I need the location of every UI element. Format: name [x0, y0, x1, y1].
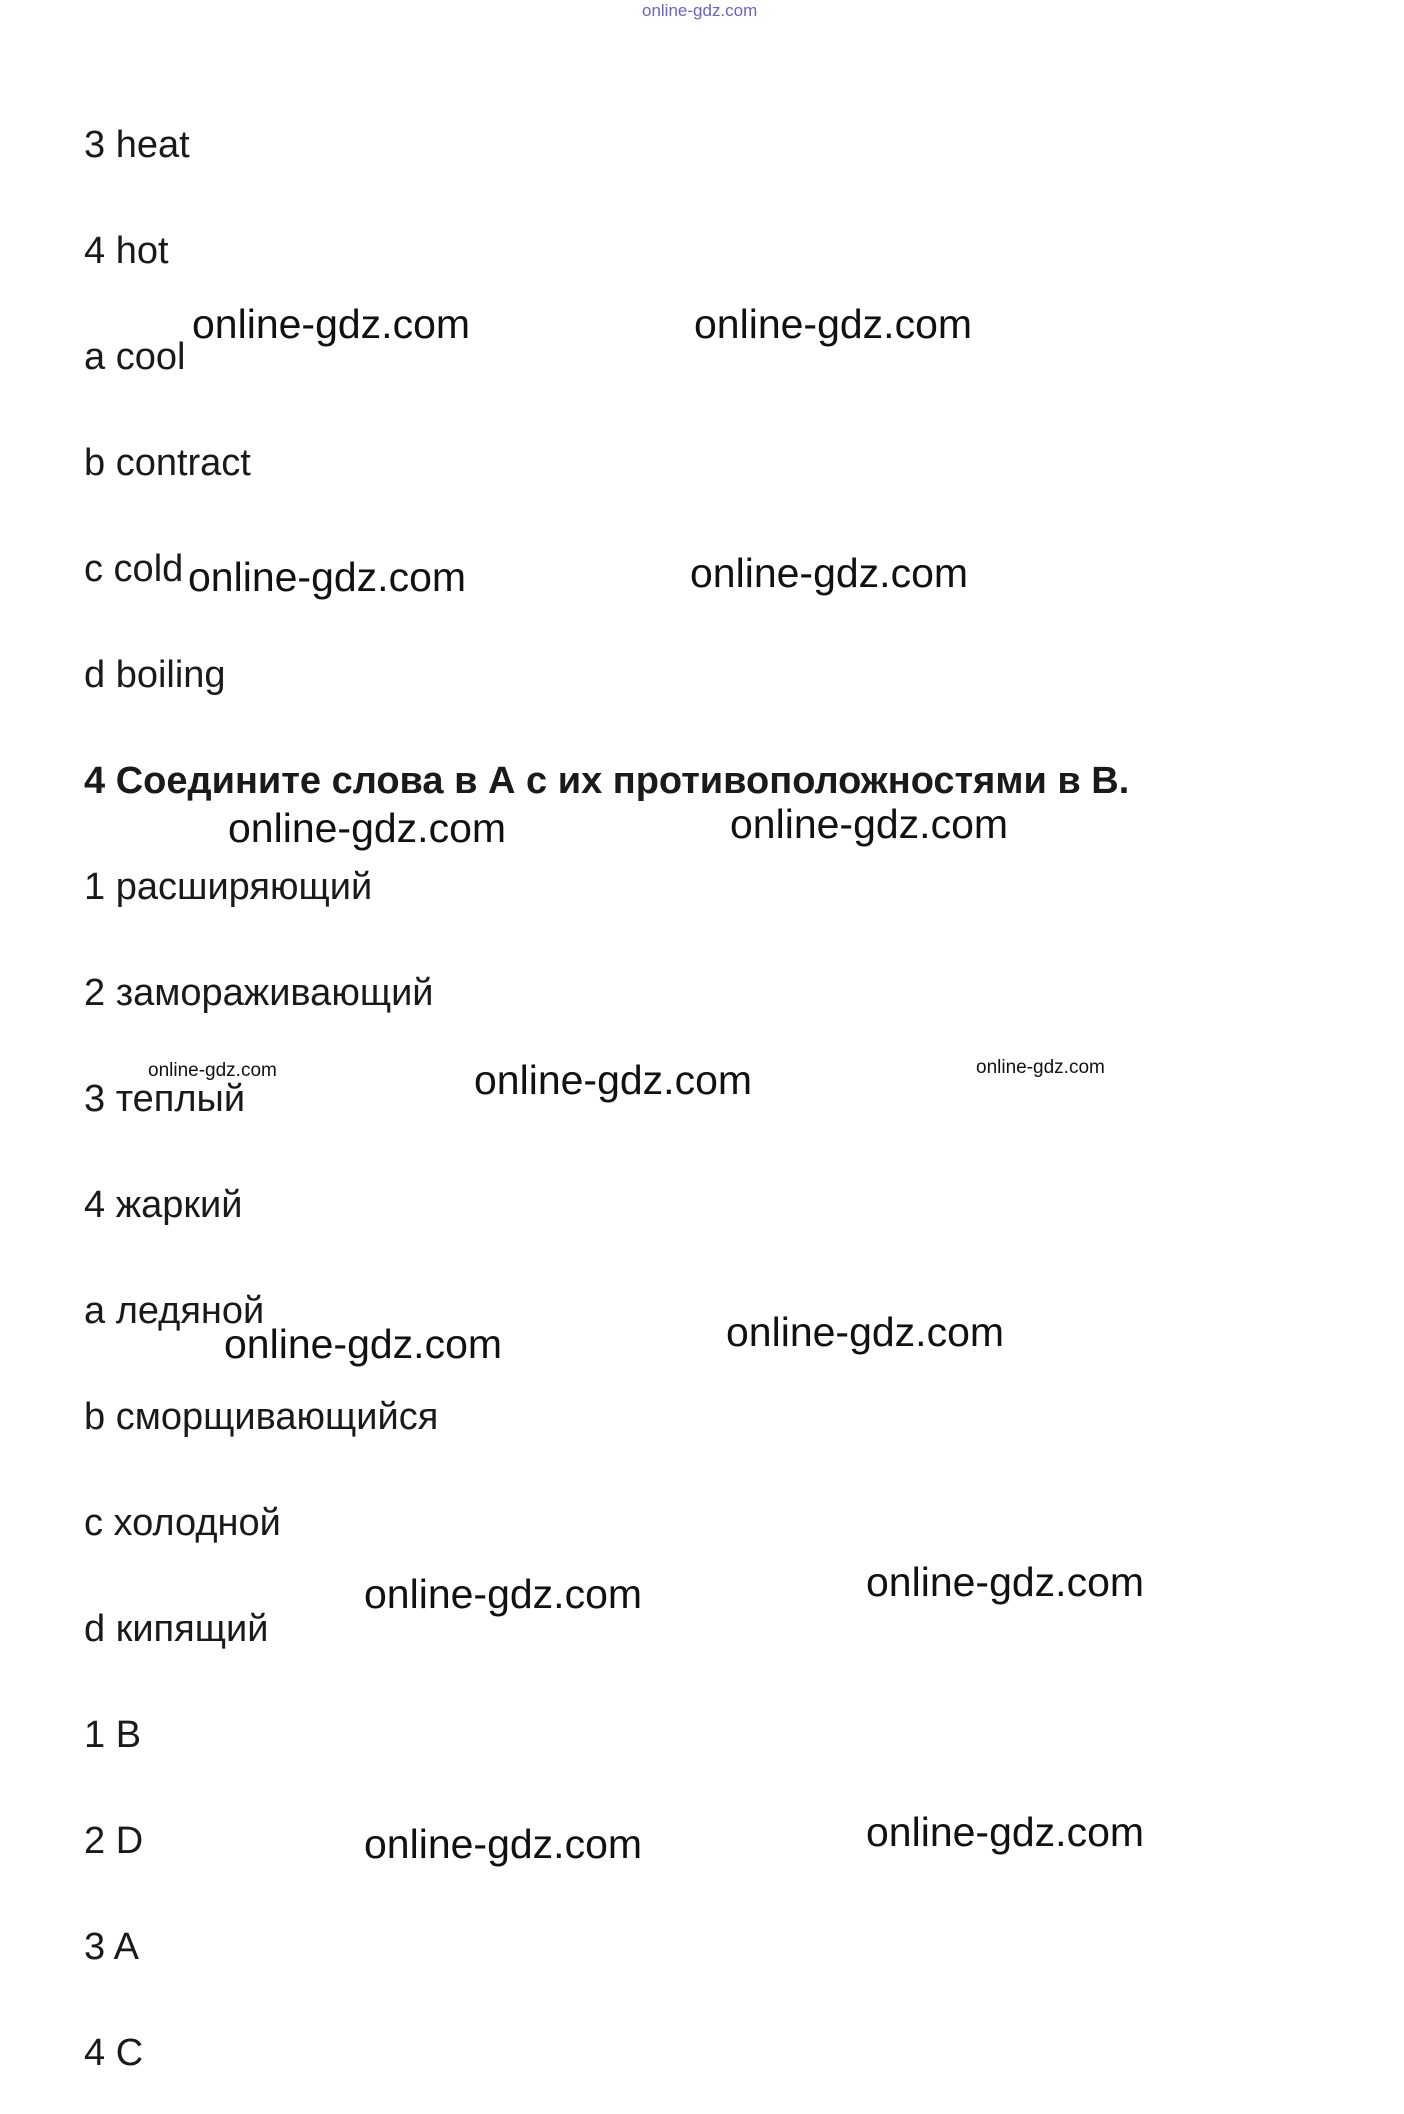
watermark: online-gdz.com: [726, 1309, 1005, 1355]
list-item-freezing: 2 замораживающий: [84, 972, 434, 1014]
watermark: online-gdz.com: [694, 301, 973, 347]
watermark: online-gdz.com: [474, 1057, 753, 1103]
watermark-small: online-gdz.com: [976, 1057, 1105, 1078]
list-item-hot-ru: 4 жаркий: [84, 1184, 243, 1226]
answer-1: 1 B: [84, 1714, 142, 1756]
list-item-expanding: 1 расширяющий: [84, 866, 373, 908]
watermark: online-gdz.com: [188, 554, 467, 600]
list-item-heat: 3 heat: [84, 124, 190, 166]
exercise-heading: 4 Соедините слова в А с их противоположностями в В.: [84, 760, 1130, 802]
list-item-boiling-ru: d кипящий: [84, 1608, 269, 1650]
watermark: online-gdz.com: [866, 1559, 1145, 1605]
watermark: online-gdz.com: [730, 801, 1009, 847]
watermark: online-gdz.com: [364, 1571, 643, 1617]
watermark: online-gdz.com: [228, 805, 507, 851]
watermark: online-gdz.com: [224, 1321, 503, 1367]
list-item-warm: 3 теплый: [84, 1078, 246, 1120]
list-item-contract: b contract: [84, 442, 251, 484]
list-item-cold-ru: c холодной: [84, 1502, 281, 1544]
list-item-hot: 4 hot: [84, 230, 169, 272]
answer-3: 3 A: [84, 1926, 139, 1968]
answer-2: 2 D: [84, 1820, 144, 1862]
list-item-shrinking: b сморщивающийся: [84, 1396, 439, 1438]
list-item-boiling: d boiling: [84, 654, 226, 696]
list-item-cool: a cool: [84, 336, 186, 378]
list-item-icy: a ледяной: [84, 1290, 265, 1332]
watermark-small: online-gdz.com: [148, 1060, 277, 1081]
watermark: online-gdz.com: [364, 1821, 643, 1867]
watermark: online-gdz.com: [690, 550, 969, 596]
list-item-cold: c cold: [84, 548, 184, 590]
answer-4: 4 C: [84, 2032, 144, 2074]
watermark: online-gdz.com: [866, 1809, 1145, 1855]
watermark: online-gdz.com: [192, 301, 471, 347]
top-watermark: online-gdz.com: [642, 1, 758, 20]
